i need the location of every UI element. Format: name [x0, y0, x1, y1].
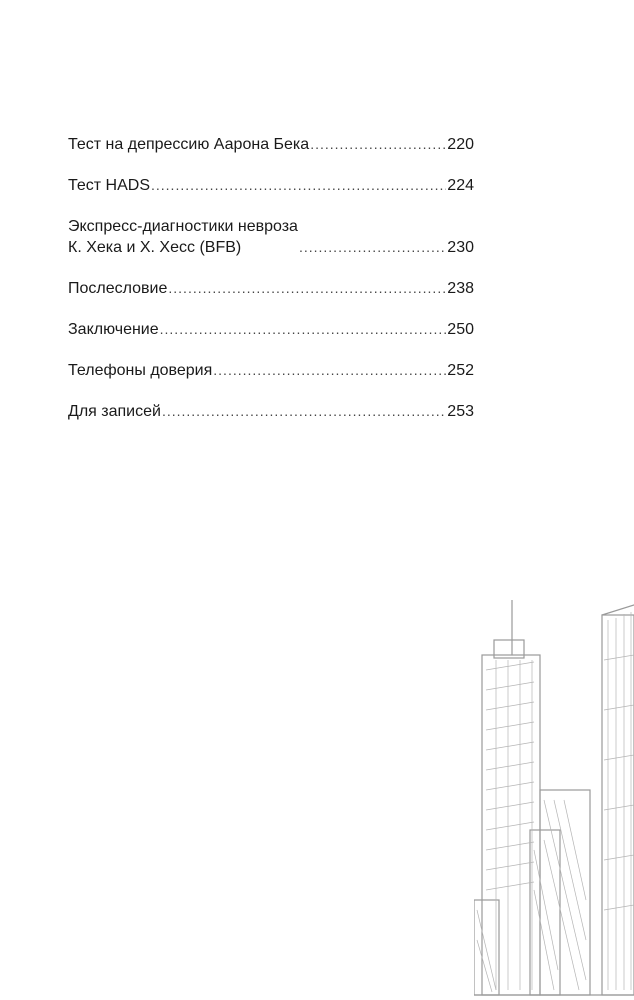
toc-entry-title: Телефоны доверия: [68, 362, 213, 379]
toc-entry-title: Заключение: [68, 321, 159, 338]
toc-leader-dots: [168, 278, 446, 299]
toc-entry-page: 220: [447, 136, 474, 153]
toc-leader-dots: [310, 134, 446, 155]
toc-entry-afterword[interactable]: [68, 278, 474, 299]
toc-entry-page: 224: [447, 177, 474, 194]
toc-entry-title-line1: Экспресс-диагностики невроза: [68, 218, 298, 235]
toc-entry-page: 250: [447, 321, 474, 338]
toc-entry-page: 238: [447, 280, 474, 297]
toc-entry-title: Для записей: [68, 403, 161, 420]
toc-leader-dots: [213, 360, 446, 381]
toc-entry-title-line2: К. Хека и Х. Хесс (BFB): [68, 239, 242, 256]
toc-entry-neurosis-diagnostics[interactable]: [68, 216, 474, 258]
toc-entry-title-block: [68, 216, 298, 258]
toc-entry-beck-test[interactable]: [68, 134, 474, 155]
toc-leader-dots: [151, 175, 446, 196]
toc-entry-conclusion[interactable]: [68, 319, 474, 340]
toc-leader-dots: [162, 401, 446, 422]
toc-leader-dots: [160, 319, 447, 340]
toc-entry-hads-test[interactable]: [68, 175, 474, 196]
toc-entry-notes[interactable]: [68, 401, 474, 422]
toc-entry-page: 252: [447, 362, 474, 379]
toc-entry-hotlines[interactable]: [68, 360, 474, 381]
toc-entry-page: 230: [447, 239, 474, 256]
table-of-contents: [68, 134, 474, 442]
city-skyscrapers-sketch-icon: [474, 600, 634, 1000]
toc-entry-title: Тест на депрессию Аарона Бека: [68, 136, 310, 153]
toc-entry-title: Тест HADS: [68, 177, 150, 194]
toc-entry-page: 253: [447, 403, 474, 420]
toc-leader-dots: [299, 237, 446, 258]
toc-entry-title: Послесловие: [68, 280, 168, 297]
